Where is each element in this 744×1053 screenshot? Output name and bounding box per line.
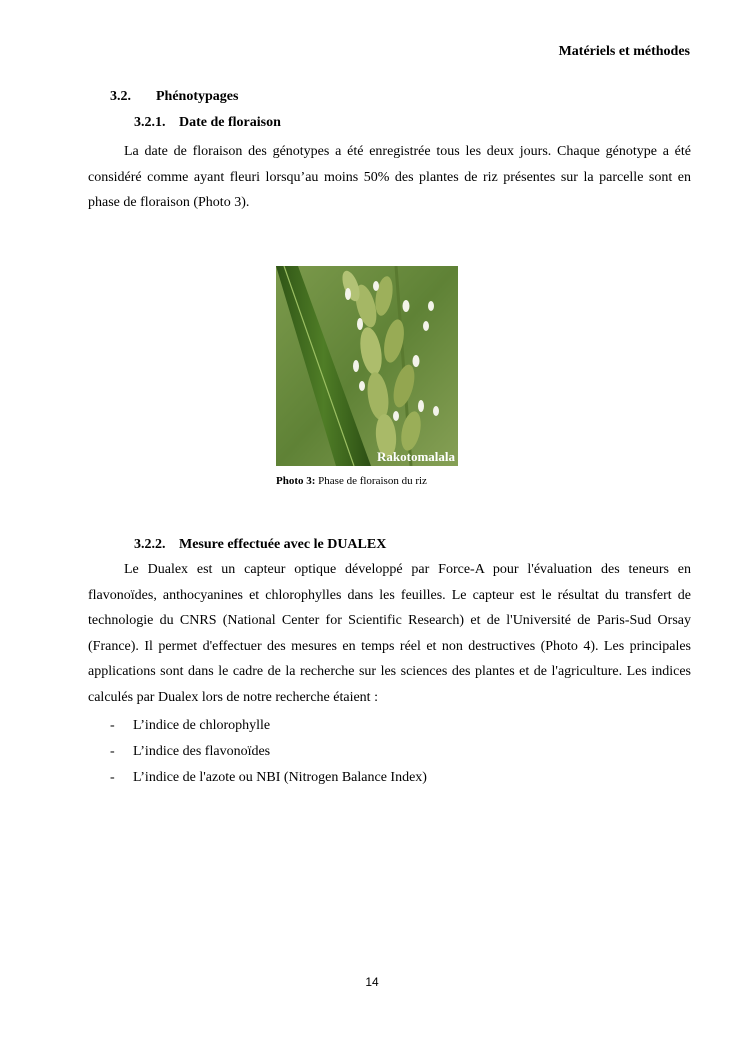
rice-panicle-image [276, 266, 458, 466]
running-header: Matériels et méthodes [558, 44, 690, 59]
caption-text: Phase de floraison du riz [318, 475, 427, 487]
list-marker: - [110, 770, 115, 785]
list-item [110, 713, 427, 739]
list-item-text: L’indice des flavonoïdes [133, 744, 271, 759]
page-number: 14 [365, 975, 379, 989]
list-marker: - [110, 744, 115, 759]
list-item-text: L’indice de chlorophylle [133, 718, 271, 733]
subsection-title: Mesure effectuée avec le DUALEX [179, 537, 387, 552]
subsection-heading-date-floraison [134, 115, 281, 131]
paragraph-date-floraison: La date de floraison des génotypes a été enregistrée tous les deux jours. Chaque génotype a été considéré comme ayant fleuri lorsqu’au moins 50% des plantes de riz présentes sur la parcelle sont en phase de floraison (Photo 3). [88, 144, 691, 210]
photo-credit: Rakotomalala [377, 449, 455, 464]
indices-list [110, 713, 427, 791]
subsection-number: 3.2.1. [134, 115, 166, 130]
list-marker: - [110, 718, 115, 733]
subsection-heading-dualex [134, 537, 386, 553]
photo-caption [276, 475, 427, 487]
photo-rice-flowering [276, 266, 458, 466]
list-item-text: L’indice de l'azote ou NBI (Nitrogen Balance Index) [133, 770, 427, 785]
section-title: Phénotypages [156, 89, 239, 104]
subsection-title: Date de floraison [179, 115, 281, 130]
paragraph-dualex: Le Dualex est un capteur optique développé par Force-A pour l'évaluation des teneurs en flavonoïdes, anthocyanines et chlorophylles dans les feuilles. Le capteur est le résultat du transfert de technologie du CNRS (National Center for Scientific Research) et de l'Université de Paris-Sud Orsay (France). Il permet d'effectuer des mesures en temps réel et non destructives (Photo 4). Les principales applications sont dans le cadre de la recherche sur les sciences des plantes et de l'agriculture. Les indices calculés par Dualex lors de notre recherche étaient : [88, 562, 691, 705]
list-item [110, 739, 427, 765]
list-item [110, 765, 427, 791]
section-number: 3.2. [110, 89, 131, 104]
section-heading [110, 89, 238, 105]
subsection-number: 3.2.2. [134, 537, 166, 552]
caption-label: Photo 3: [276, 475, 316, 487]
